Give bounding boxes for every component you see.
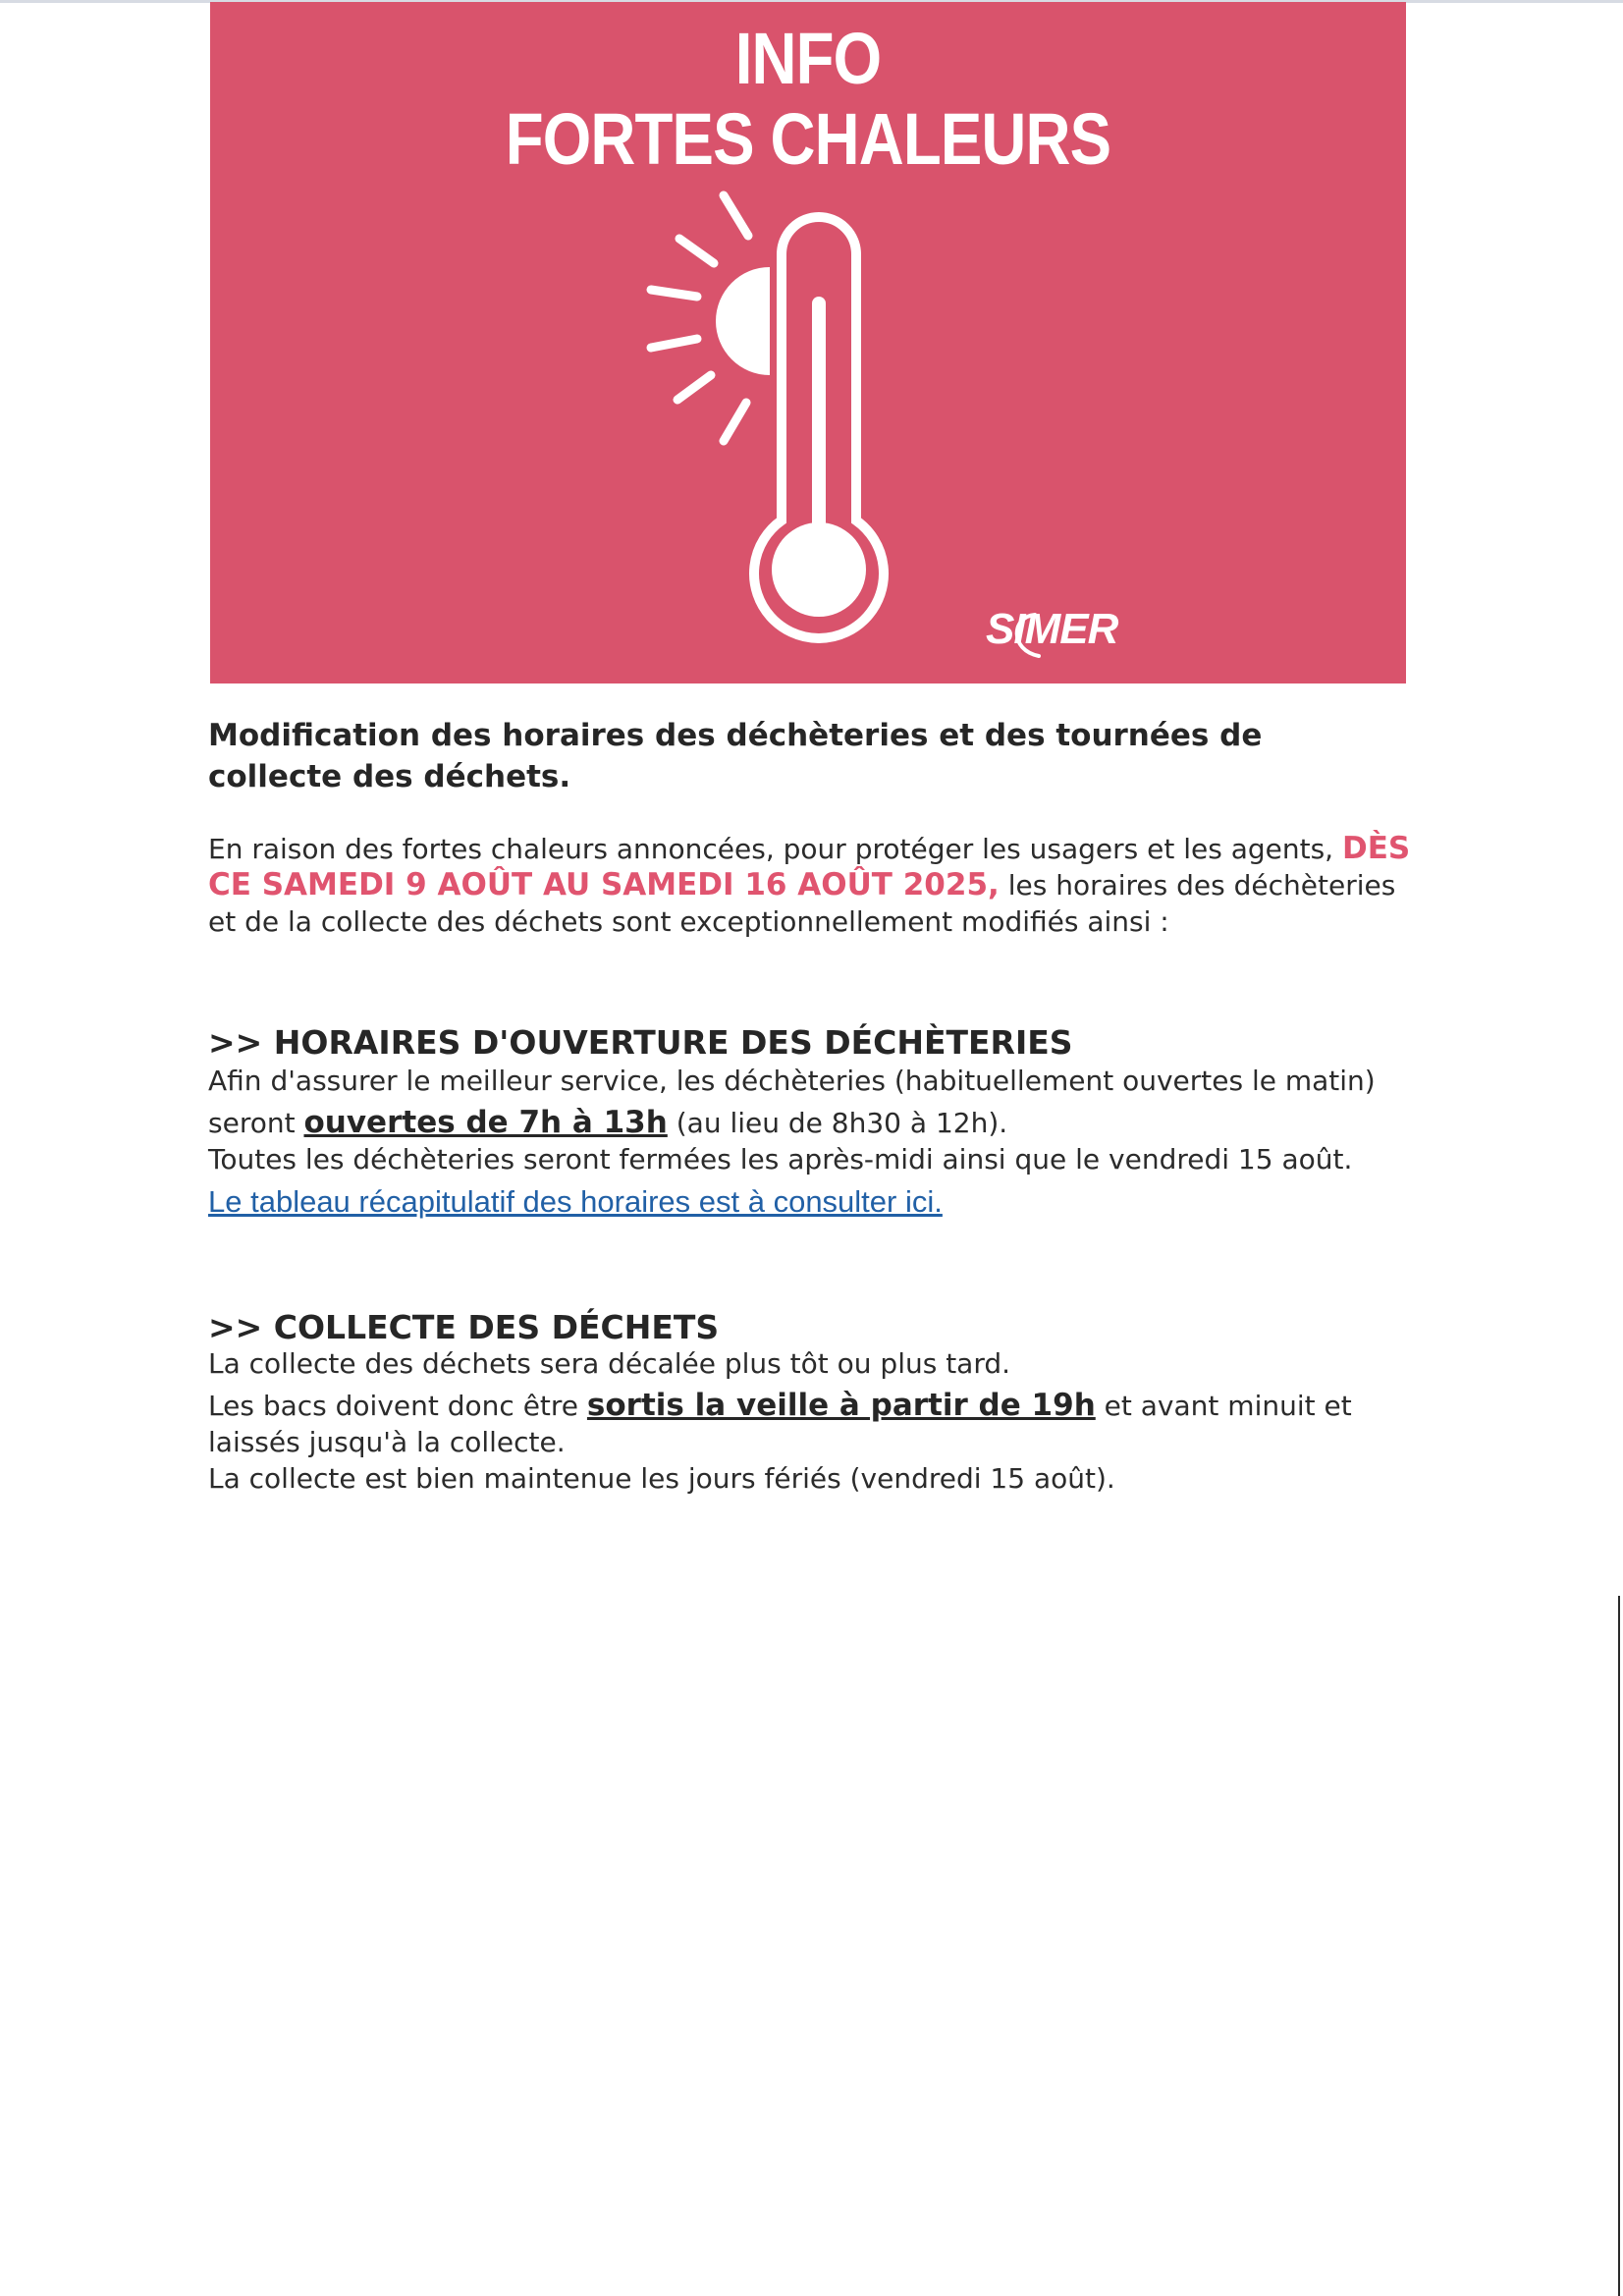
section-title-dechetteries: >> HORAIRES D'OUVERTURE DES DÉCHÈTERIES: [208, 1023, 1073, 1062]
thermometer-mercury: [812, 297, 826, 532]
half-sun-icon: [716, 267, 770, 375]
page-heading: Modification des horaires des déchèteries et des tournées de collecte des déchets.: [208, 718, 1263, 794]
opening-hours-highlight: ouvertes de 7h à 13h: [303, 1105, 668, 1140]
sun-ray-left: [651, 290, 697, 297]
dechetteries-line2-suffix: (au lieu de 8h30 à 12h).: [676, 1107, 1008, 1139]
simer-logo: [978, 595, 1125, 664]
bin-out-time-highlight: sortis la veille à partir de 19h: [586, 1388, 1096, 1423]
thermometer-bulb: [772, 522, 866, 617]
dechetteries-line1: Afin d'assurer le meilleur service, les déchèteries (habituellement ouvertes le matin): [208, 1065, 1376, 1097]
intro-date-range: DÈS CE SAMEDI 9 AOÛT AU SAMEDI 16 AOÛT 2025,: [208, 831, 1411, 902]
sun-ray-lower-left: [651, 339, 697, 348]
intro-before: En raison des fortes chaleurs annoncées, pour protéger les usagers et les agents,: [208, 833, 1334, 865]
intro-paragraph: [208, 831, 1426, 940]
section-body-collecte: [208, 1345, 1426, 1497]
thermometer-sun-icon: [210, 2, 1406, 683]
banner-title-info: INFO: [734, 18, 882, 99]
sun-ray-upper-left: [679, 239, 714, 263]
collecte-line1: La collecte des déchets sera décalée plus tôt ou plus tard.: [208, 1347, 1011, 1380]
section-body-dechetteries: [208, 1063, 1426, 1220]
dechetteries-line2: [208, 1105, 1426, 1141]
collecte-line2-suffix: et avant minuit et laissés jusqu'à la collecte.: [208, 1390, 1352, 1458]
banner-title-fortes-chaleurs: FORTES CHALEURS: [505, 98, 1111, 180]
schedule-table-link[interactable]: Le tableau récapitulatif des horaires est à consulter ici.: [208, 1184, 943, 1219]
sun-ray-bottom-left: [677, 375, 711, 400]
heat-alert-banner: [210, 2, 1406, 683]
collecte-line2: [208, 1388, 1426, 1460]
scan-edge-right: [1618, 1596, 1620, 2296]
dechetteries-line2-prefix: seront: [208, 1107, 296, 1139]
sun-ray-top: [724, 195, 748, 236]
intro-after: les horaires des déchèteries et de la collecte des déchets sont exceptionnellement modifiés ainsi :: [208, 869, 1396, 938]
dechetteries-line3: Toutes les déchèteries seront fermées les après-midi ainsi que le vendredi 15 août.: [208, 1143, 1353, 1175]
simer-logo-text: SIMER: [986, 605, 1118, 653]
sun-ray-bottom: [724, 403, 746, 441]
section-title-collecte: >> COLLECTE DES DÉCHETS: [208, 1308, 720, 1346]
collecte-line3: La collecte est bien maintenue les jours fériés (vendredi 15 août).: [208, 1462, 1115, 1495]
collecte-line2-prefix: Les bacs doivent donc être: [208, 1390, 579, 1422]
